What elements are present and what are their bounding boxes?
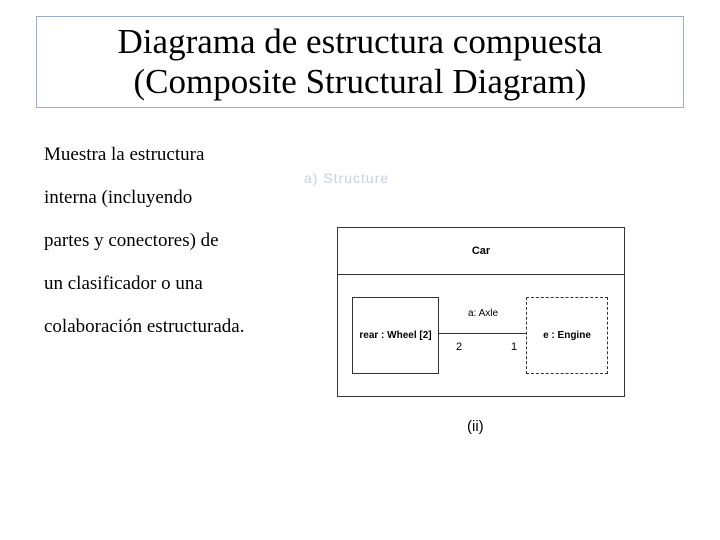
figure-caption: (ii): [467, 418, 484, 435]
classifier-divider: [338, 274, 624, 275]
classifier-box-car: [337, 227, 625, 397]
slide-title: [36, 16, 684, 108]
body-line: un clasificador o una: [44, 273, 203, 294]
body-line: Muestra la estructura: [44, 144, 205, 165]
classifier-name: Car: [471, 245, 491, 257]
slide-body-text: [44, 133, 314, 348]
multiplicity-wheel: 2: [456, 341, 463, 353]
body-line: interna (incluyendo: [44, 187, 193, 208]
part-label-engine: e : Engine: [543, 330, 591, 341]
body-line: partes y conectores) de: [44, 230, 219, 251]
faint-structure-label: a) Structure: [304, 170, 390, 186]
part-rear-wheel: [352, 297, 439, 374]
composite-structure-figure: [290, 150, 690, 450]
connector-label: a: Axle: [468, 308, 499, 319]
axle-connector-line: [439, 333, 526, 334]
part-label-rear-wheel: rear : Wheel [2]: [359, 330, 432, 341]
multiplicity-engine: 1: [511, 341, 518, 353]
part-engine: [526, 297, 608, 374]
title-line-spanish: Diagrama de estructura compuesta: [117, 22, 603, 61]
title-line-english: (Composite Structural Diagram): [133, 62, 587, 101]
body-line: colaboración estructurada.: [44, 316, 245, 337]
